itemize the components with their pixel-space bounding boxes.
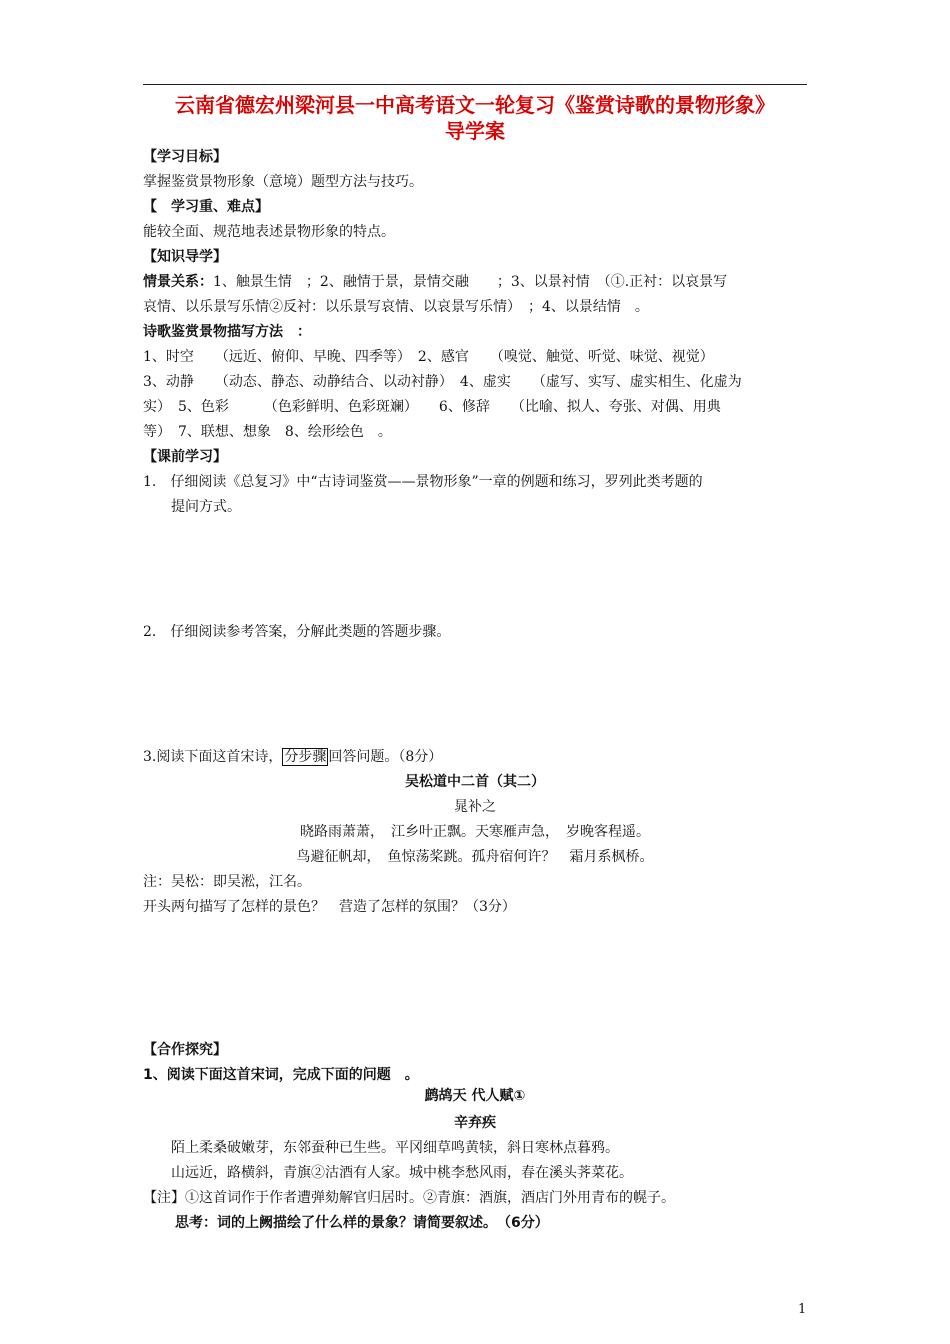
ci-line-1: 陌上柔桑破嫩芽，东邻蚕种已生些。平冈细草鸣黄犊，斜日寒林点暮鸦。 xyxy=(171,1140,619,1156)
page-number: 1 xyxy=(798,1302,807,1317)
ci-author: 辛弃疾 xyxy=(454,1115,496,1131)
ci-title: 鹧鸪天 代人赋① xyxy=(424,1088,526,1104)
poem-question: 开头两句描写了怎样的景色？ 营造了怎样的氛围？（3分） xyxy=(143,899,516,915)
q3-boxed-text: 分步骤 xyxy=(284,749,327,765)
ci-line-2: 山远近，路横斜，青旗②沽酒有人家。城中桃李愁风雨，春在溪头荠菜花。 xyxy=(171,1165,633,1181)
pre-study-heading: 【课前学习】 xyxy=(143,449,227,465)
header-rule xyxy=(143,84,807,85)
cooperation-heading: 【合作探究】 xyxy=(143,1042,227,1058)
key-points-heading: 【 学习重、难点】 xyxy=(143,199,269,215)
ci-note: 【注】①这首词作于作者遭弹劾解官归居时。②青旗：酒旗，酒店门外用青布的幌子。 xyxy=(143,1190,675,1206)
pre-study-q1-line-2: 提问方式。 xyxy=(171,499,241,515)
method-line-4: 等） 7、联想、想象 8、绘形绘色 。 xyxy=(143,424,392,440)
ci-think-question: 思考：词的上阙描绘了什么样的景象？请简要叙述。 （6分） xyxy=(175,1215,549,1231)
relation-text-1: 1、触景生情 ；2、融情于景，景情交融 ；3、以景衬情 （①.正衬：以哀景写 xyxy=(213,274,728,290)
method-line-3: 实） 5、色彩 （色彩鲜明、色彩斑斓） 6、修辞 （比喻、拟人、夸张、对偶、用典 xyxy=(143,399,721,415)
objectives-heading: 【学习目标】 xyxy=(143,149,227,165)
pre-study-q1-line-1: 1. 仔细阅读《总复习》中“古诗词鉴赏——景物形象”一章的例题和练习，罗列此类考题的 xyxy=(143,474,703,490)
q3-prefix: 3.阅读下面这首宋诗， xyxy=(143,749,283,765)
relation-line-2: 哀情、以乐景写乐情②反衬：以乐景写哀情、以哀景写乐情） ；4、以景结情 。 xyxy=(143,299,649,315)
document-title xyxy=(143,92,807,144)
poem-author: 晁补之 xyxy=(454,799,496,815)
method-line-1: 1、时空 （远近、俯仰、早晚、四季等） 2、感官 （嗅觉、触觉、听觉、味觉、视觉） xyxy=(143,349,714,365)
q3-suffix: 回答问题。（8分） xyxy=(328,749,443,765)
relation-line-1 xyxy=(143,271,807,293)
knowledge-heading: 【知识导学】 xyxy=(143,249,227,265)
relation-label: 情景关系： xyxy=(143,274,213,290)
poem-line-2: 鸟避征帆却， 鱼惊荡桨跳。孤舟宿何许？ 霜月系枫桥。 xyxy=(296,849,654,865)
title-line-2: 导学案 xyxy=(445,119,505,143)
method-line-2: 3、动静 （动态、静态、动静结合、以动衬静） 4、虚实 （虚写、实写、虚实相生、化虚为 xyxy=(143,374,742,390)
poem-title: 吴松道中二首（其二） xyxy=(405,774,545,790)
title-line-1: 云南省德宏州梁河县一中高考语文一轮复习《鉴赏诗歌的景物形象》 xyxy=(175,93,775,117)
pre-study-q2: 2. 仔细阅读参考答案，分解此类题的答题步骤。 xyxy=(143,624,451,640)
cooperation-q1: 1、阅读下面这首宋词，完成下面的问题 。 xyxy=(143,1067,419,1083)
poem-line-1: 晓路雨萧萧， 江乡叶正飘。天寒雁声急， 岁晚客程遥。 xyxy=(300,824,650,840)
method-label: 诗歌鉴赏景物描写方法 ： xyxy=(143,324,311,340)
objectives-text: 掌握鉴赏景物形象（意境）题型方法与技巧。 xyxy=(143,174,423,190)
pre-study-q3 xyxy=(143,746,807,768)
poem-note: 注：吴松：即吴淞，江名。 xyxy=(143,874,311,890)
key-points-text: 能较全面、规范地表述景物形象的特点。 xyxy=(143,224,395,240)
